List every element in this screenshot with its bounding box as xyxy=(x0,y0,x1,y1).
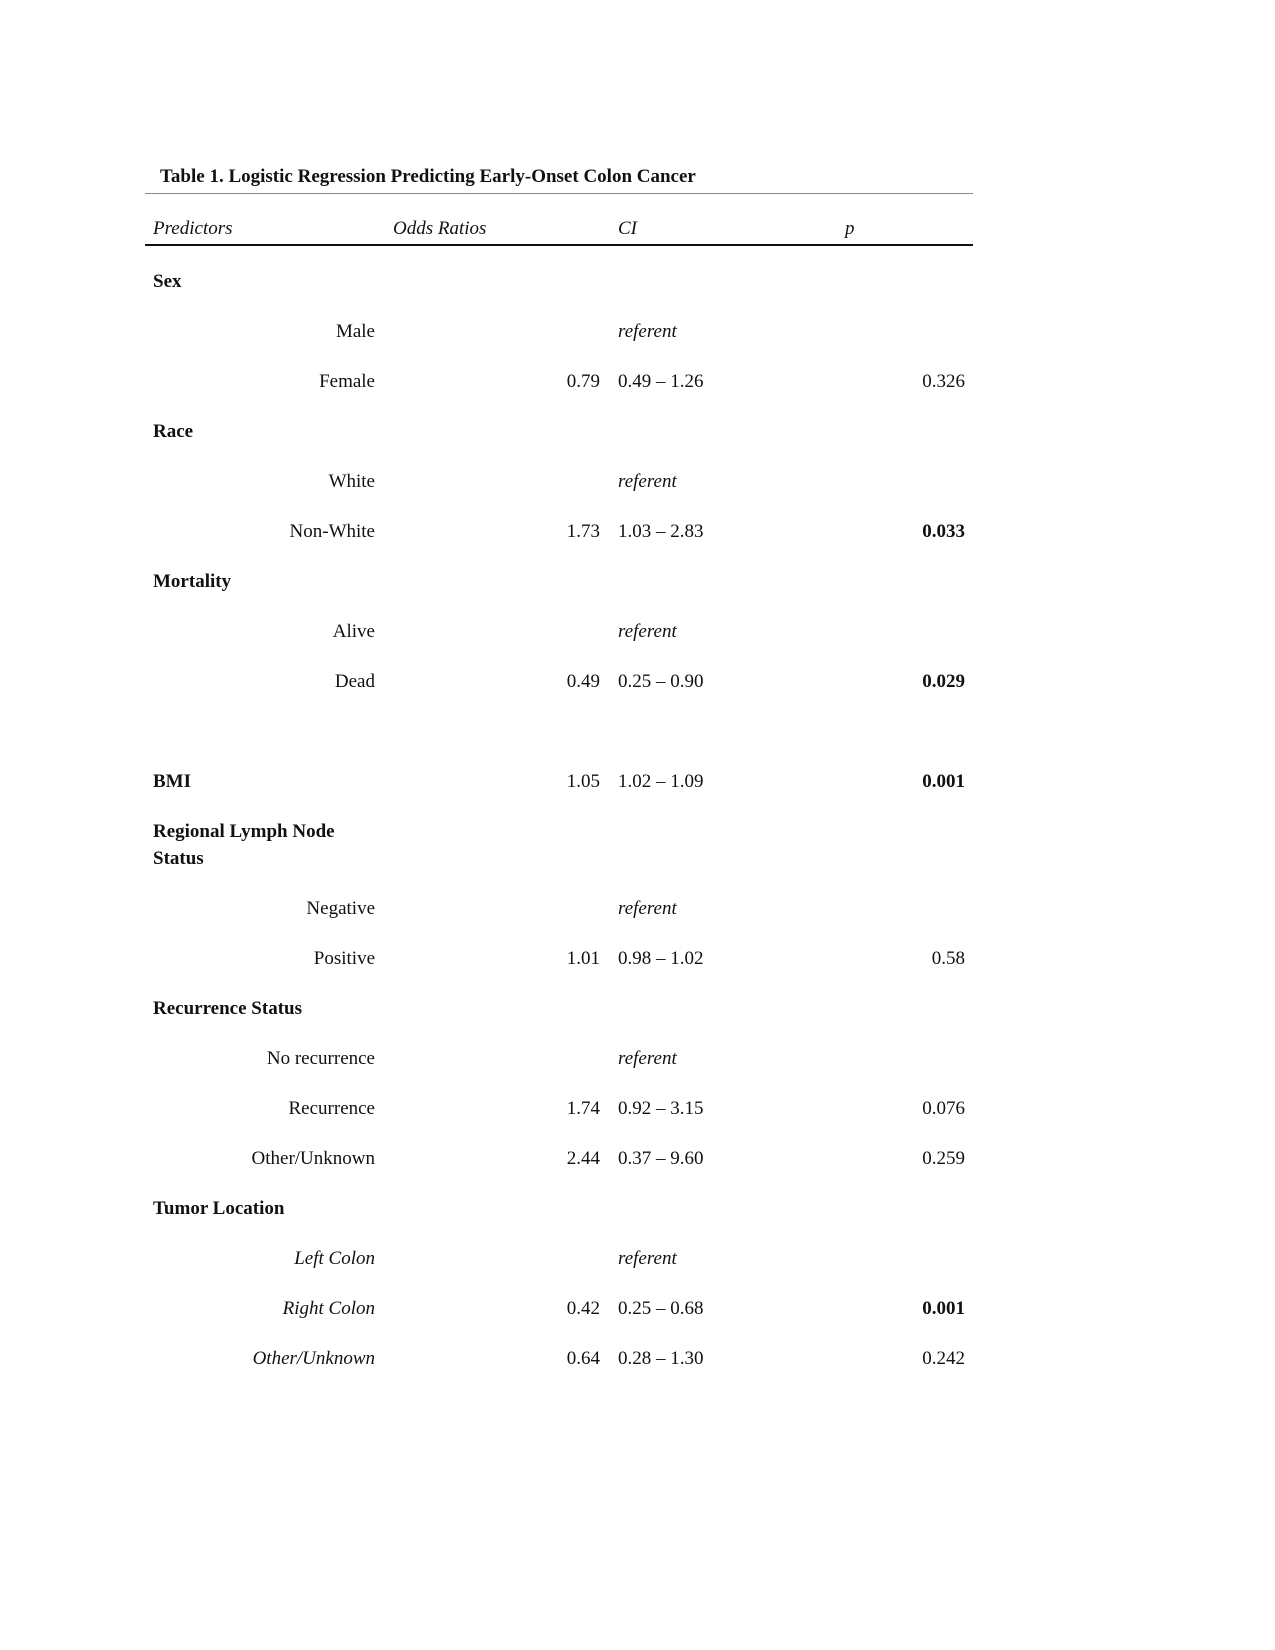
predictor-label: Male xyxy=(335,321,375,342)
odds-ratio: 1.05 xyxy=(566,771,600,792)
predictor-label: Dead xyxy=(334,671,375,692)
predictor-label: No recurrence xyxy=(266,1048,375,1069)
p-value: 0.58 xyxy=(931,948,965,969)
odds-ratio: 1.73 xyxy=(566,521,600,542)
predictor-label: Alive xyxy=(332,621,375,642)
confidence-interval: 0.49 – 1.26 xyxy=(618,371,704,392)
predictor-label: Female xyxy=(319,371,375,392)
confidence-interval: 0.98 – 1.02 xyxy=(618,948,704,969)
confidence-interval: referent xyxy=(618,1048,677,1069)
p-value: 0.001 xyxy=(922,771,965,792)
table-row xyxy=(145,1345,973,1395)
group-row xyxy=(145,768,973,818)
table-row xyxy=(145,618,973,668)
table-row xyxy=(145,1295,973,1345)
table-row xyxy=(145,368,973,418)
odds-ratio: 1.01 xyxy=(566,948,600,969)
p-value: 0.001 xyxy=(922,1298,965,1319)
spacer-row xyxy=(145,718,973,768)
group-label: Regional Lymph Node Status xyxy=(153,821,335,869)
group-row xyxy=(145,418,973,468)
predictor-label: White xyxy=(328,471,375,492)
confidence-interval: referent xyxy=(618,471,677,492)
header-p: p xyxy=(845,218,855,239)
table-title: Table 1. Logistic Regression Predicting Early-Onset Colon Cancer xyxy=(160,166,696,187)
confidence-interval: referent xyxy=(618,321,677,342)
table-row xyxy=(145,668,973,718)
odds-ratio: 0.42 xyxy=(566,1298,600,1319)
group-label: Race xyxy=(153,421,194,442)
title-divider xyxy=(145,193,973,194)
group-row xyxy=(145,1195,973,1245)
predictor-label: Left Colon xyxy=(294,1248,375,1269)
p-value: 0.029 xyxy=(922,671,965,692)
odds-ratio: 0.64 xyxy=(566,1348,600,1369)
predictor-label: Right Colon xyxy=(282,1298,375,1319)
header-odds-ratios: Odds Ratios xyxy=(393,218,487,239)
p-value: 0.259 xyxy=(922,1148,965,1169)
confidence-interval: 0.25 – 0.68 xyxy=(618,1298,704,1319)
predictor-label: Positive xyxy=(313,948,375,969)
odds-ratio: 2.44 xyxy=(566,1148,600,1169)
confidence-interval: 1.03 – 2.83 xyxy=(618,521,704,542)
predictor-label: Negative xyxy=(306,898,375,919)
odds-ratio: 1.74 xyxy=(566,1098,600,1119)
group-label: Mortality xyxy=(153,571,232,592)
predictor-label: Recurrence xyxy=(288,1098,375,1119)
table-row xyxy=(145,945,973,995)
group-row xyxy=(145,568,973,618)
table-row xyxy=(145,468,973,518)
table-row xyxy=(145,1045,973,1095)
confidence-interval: 0.28 – 1.30 xyxy=(618,1348,704,1369)
table-row xyxy=(145,1245,973,1295)
odds-ratio: 0.49 xyxy=(566,671,600,692)
table-row xyxy=(145,895,973,945)
confidence-interval: 0.25 – 0.90 xyxy=(618,671,704,692)
predictor-label: Other/Unknown xyxy=(252,1348,375,1369)
group-label: BMI xyxy=(153,771,191,792)
table-row xyxy=(145,318,973,368)
header-ci: CI xyxy=(618,218,637,239)
confidence-interval: referent xyxy=(618,1248,677,1269)
table-row xyxy=(145,1095,973,1145)
p-value: 0.033 xyxy=(922,521,965,542)
confidence-interval: 1.02 – 1.09 xyxy=(618,771,704,792)
group-label: Recurrence Status xyxy=(153,998,302,1019)
odds-ratio: 0.79 xyxy=(566,371,600,392)
confidence-interval: referent xyxy=(618,621,677,642)
group-row xyxy=(145,818,973,895)
group-row xyxy=(145,268,973,318)
header-divider xyxy=(145,244,973,246)
p-value: 0.242 xyxy=(922,1348,965,1369)
group-label: Sex xyxy=(153,271,182,292)
p-value: 0.076 xyxy=(922,1098,965,1119)
group-row xyxy=(145,995,973,1045)
confidence-interval: 0.37 – 9.60 xyxy=(618,1148,704,1169)
confidence-interval: 0.92 – 3.15 xyxy=(618,1098,704,1119)
predictor-label: Non-White xyxy=(289,521,375,542)
table-row xyxy=(145,518,973,568)
confidence-interval: referent xyxy=(618,898,677,919)
table-row xyxy=(145,1145,973,1195)
group-label: Tumor Location xyxy=(153,1198,285,1219)
table-body xyxy=(145,268,973,1395)
predictor-label: Other/Unknown xyxy=(251,1148,375,1169)
header-predictors: Predictors xyxy=(153,218,233,239)
p-value: 0.326 xyxy=(922,371,965,392)
